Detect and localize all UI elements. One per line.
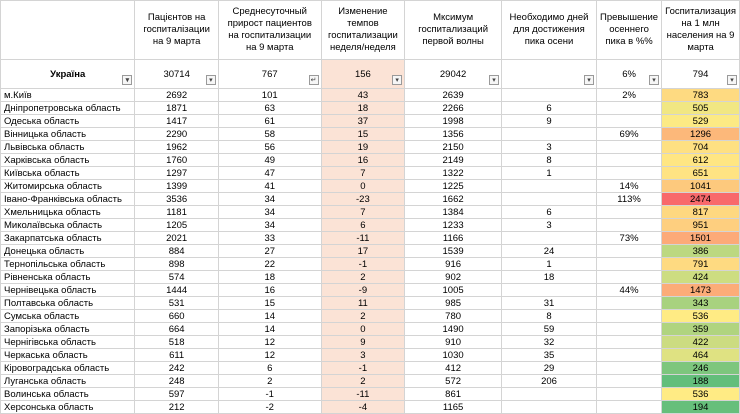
cell-first-wave-max[interactable]: 902 (405, 271, 502, 284)
cell-daily-growth[interactable]: 56 (218, 141, 321, 154)
table-row (1, 154, 740, 167)
cell-days-to-peak[interactable]: 31 (502, 297, 597, 310)
cell-daily-growth[interactable]: 61 (218, 115, 321, 128)
cell-patients[interactable]: 660 (135, 310, 218, 323)
cell-region[interactable]: Одеська область (1, 115, 135, 128)
table-row (1, 310, 740, 323)
cell-first-wave-max[interactable]: 1384 (405, 206, 502, 219)
cell-patients[interactable]: 3536 (135, 193, 218, 206)
table-row (1, 323, 740, 336)
cell-rate-change[interactable]: 3 (321, 349, 405, 362)
cell-per-million[interactable]: 1296 (662, 128, 740, 141)
table-row (1, 271, 740, 284)
cell-days-to-peak[interactable]: 24 (502, 245, 597, 258)
cell-daily-growth[interactable]: 49 (218, 154, 321, 167)
cell-patients[interactable]: 1205 (135, 219, 218, 232)
cell-days-to-peak[interactable]: 29 (502, 362, 597, 375)
cell-per-million[interactable]: 1501 (662, 232, 740, 245)
column-header-days-to-peak: Необходимо дней для достижения пика осени (502, 1, 597, 60)
cell-peak-excess[interactable] (597, 206, 662, 219)
filter-arrow-icon: ▾ (730, 77, 734, 84)
table-row (1, 102, 740, 115)
cell-peak-excess[interactable]: 44% (597, 284, 662, 297)
table-row (1, 180, 740, 193)
cell-peak-excess[interactable] (597, 271, 662, 284)
cell-rate-change[interactable]: 2 (321, 310, 405, 323)
table-row (1, 219, 740, 232)
filter-dropdown-button[interactable] (727, 75, 737, 85)
totals-row (1, 60, 740, 89)
cell-region[interactable]: Сумська область (1, 310, 135, 323)
cell-region[interactable]: Дніпропетровська область (1, 102, 135, 115)
cell-peak-excess[interactable] (597, 349, 662, 362)
cell-region[interactable]: Донецька область (1, 245, 135, 258)
total-value: 6% (622, 68, 636, 80)
cell-daily-growth[interactable]: 34 (218, 193, 321, 206)
table-row (1, 128, 740, 141)
cell-rate-change[interactable]: 7 (321, 206, 405, 219)
cell-patients[interactable]: 518 (135, 336, 218, 349)
cell-region[interactable]: Тернопільська область (1, 258, 135, 271)
cell-region[interactable]: Луганська область (1, 375, 135, 388)
table-row (1, 297, 740, 310)
table-row (1, 401, 740, 414)
cell-peak-excess[interactable]: 2% (597, 89, 662, 102)
total-rate-change (321, 60, 405, 89)
cell-per-million[interactable]: 783 (662, 89, 740, 102)
cell-days-to-peak[interactable]: 3 (502, 219, 597, 232)
cell-per-million[interactable]: 386 (662, 245, 740, 258)
cell-first-wave-max[interactable]: 1356 (405, 128, 502, 141)
cell-rate-change[interactable]: 2 (321, 375, 405, 388)
cell-patients[interactable]: 898 (135, 258, 218, 271)
cell-days-to-peak[interactable]: 18 (502, 271, 597, 284)
cell-patients[interactable]: 242 (135, 362, 218, 375)
cell-patients[interactable]: 2021 (135, 232, 218, 245)
cell-per-million[interactable]: 704 (662, 141, 740, 154)
filter-dropdown-button[interactable] (649, 75, 659, 85)
cell-daily-growth[interactable]: 27 (218, 245, 321, 258)
cell-daily-growth[interactable]: 22 (218, 258, 321, 271)
cell-per-million[interactable]: 505 (662, 102, 740, 115)
table-row (1, 258, 740, 271)
table-row (1, 206, 740, 219)
cell-daily-growth[interactable]: 63 (218, 102, 321, 115)
cell-first-wave-max[interactable]: 2150 (405, 141, 502, 154)
cell-patients[interactable]: 1760 (135, 154, 218, 167)
cell-rate-change[interactable]: 17 (321, 245, 405, 258)
cell-days-to-peak[interactable] (502, 89, 597, 102)
filter-arrow-icon: ▾ (492, 77, 496, 84)
cell-peak-excess[interactable] (597, 362, 662, 375)
cell-rate-change[interactable]: -1 (321, 258, 405, 271)
cell-per-million[interactable]: 791 (662, 258, 740, 271)
total-value: 767 (261, 68, 278, 80)
cell-region[interactable]: Херсонська область (1, 401, 135, 414)
cell-daily-growth[interactable]: 15 (218, 297, 321, 310)
filter-arrow-icon: ▾ (587, 77, 591, 84)
total-value: 29042 (439, 68, 467, 80)
cell-days-to-peak[interactable]: 8 (502, 310, 597, 323)
cell-first-wave-max[interactable]: 1225 (405, 180, 502, 193)
cell-first-wave-max[interactable]: 916 (405, 258, 502, 271)
cell-daily-growth[interactable]: 34 (218, 219, 321, 232)
cell-first-wave-max[interactable]: 1030 (405, 349, 502, 362)
cell-peak-excess[interactable] (597, 102, 662, 115)
cell-region[interactable]: м.Київ (1, 89, 135, 102)
cell-rate-change[interactable]: -1 (321, 362, 405, 375)
cell-patients[interactable]: 531 (135, 297, 218, 310)
cell-peak-excess[interactable] (597, 375, 662, 388)
table-row (1, 193, 740, 206)
cell-days-to-peak[interactable]: 6 (502, 206, 597, 219)
cell-rate-change[interactable]: -9 (321, 284, 405, 297)
cell-first-wave-max[interactable]: 910 (405, 336, 502, 349)
cell-region[interactable]: Житомирська область (1, 180, 135, 193)
filter-arrow-icon: ▾ (125, 77, 130, 84)
cell-per-million[interactable]: 536 (662, 388, 740, 401)
total-daily-growth (218, 60, 321, 89)
cell-patients[interactable]: 574 (135, 271, 218, 284)
cell-rate-change[interactable]: -11 (321, 388, 405, 401)
column-header-patients: Пацієнтов на госпиталізации на 9 марта (135, 1, 218, 60)
cell-rate-change[interactable]: 0 (321, 180, 405, 193)
cell-rate-change[interactable]: 43 (321, 89, 405, 102)
cell-first-wave-max[interactable]: 1233 (405, 219, 502, 232)
cell-peak-excess[interactable] (597, 323, 662, 336)
cell-patients[interactable]: 1399 (135, 180, 218, 193)
cell-days-to-peak[interactable]: 59 (502, 323, 597, 336)
filter-arrow-icon: ▾ (209, 77, 213, 84)
cell-days-to-peak[interactable]: 1 (502, 258, 597, 271)
table-row (1, 115, 740, 128)
cell-per-million[interactable]: 1041 (662, 180, 740, 193)
cell-daily-growth[interactable]: 16 (218, 284, 321, 297)
cell-region[interactable]: Миколаївська область (1, 219, 135, 232)
cell-first-wave-max[interactable]: 1998 (405, 115, 502, 128)
cell-per-million[interactable]: 359 (662, 323, 740, 336)
filter-arrow-icon: ▾ (652, 77, 656, 84)
cell-rate-change[interactable]: -11 (321, 232, 405, 245)
cell-patients[interactable]: 212 (135, 401, 218, 414)
cell-patients[interactable]: 2290 (135, 128, 218, 141)
cell-per-million[interactable]: 951 (662, 219, 740, 232)
cell-days-to-peak[interactable] (502, 401, 597, 414)
cell-patients[interactable]: 1181 (135, 206, 218, 219)
cell-per-million[interactable]: 529 (662, 115, 740, 128)
column-header-per-million: Госпитализация на 1 млн населения на 9 марта (662, 1, 740, 60)
cell-peak-excess[interactable] (597, 115, 662, 128)
cell-patients[interactable]: 664 (135, 323, 218, 336)
total-value: 794 (692, 68, 709, 80)
cell-rate-change[interactable]: 37 (321, 115, 405, 128)
cell-region[interactable]: Харківська область (1, 154, 135, 167)
cell-days-to-peak[interactable] (502, 128, 597, 141)
cell-days-to-peak[interactable]: 1 (502, 167, 597, 180)
cell-first-wave-max[interactable]: 412 (405, 362, 502, 375)
cell-peak-excess[interactable] (597, 310, 662, 323)
cell-peak-excess[interactable] (597, 258, 662, 271)
filter-dropdown-button[interactable] (489, 75, 499, 85)
cell-peak-excess[interactable]: 73% (597, 232, 662, 245)
cell-first-wave-max[interactable]: 1539 (405, 245, 502, 258)
filter-dropdown-button[interactable] (206, 75, 216, 85)
filter-arrow-icon: ▾ (395, 77, 399, 84)
cell-first-wave-max[interactable]: 2149 (405, 154, 502, 167)
filter-dropdown-button[interactable] (584, 75, 594, 85)
cell-first-wave-max[interactable]: 1166 (405, 232, 502, 245)
total-patients (135, 60, 218, 89)
cell-per-million[interactable]: 536 (662, 310, 740, 323)
cell-per-million[interactable]: 1473 (662, 284, 740, 297)
cell-region[interactable]: Полтавська область (1, 297, 135, 310)
cell-peak-excess[interactable] (597, 154, 662, 167)
cell-peak-excess[interactable] (597, 297, 662, 310)
total-first-wave-max (405, 60, 502, 89)
cell-region[interactable]: Хмельницька область (1, 206, 135, 219)
cell-per-million[interactable]: 246 (662, 362, 740, 375)
cell-daily-growth[interactable]: 12 (218, 336, 321, 349)
cell-region[interactable]: Запорізька область (1, 323, 135, 336)
cell-per-million[interactable]: 464 (662, 349, 740, 362)
cell-daily-growth[interactable]: 101 (218, 89, 321, 102)
cell-first-wave-max[interactable]: 1005 (405, 284, 502, 297)
column-header-daily-growth: Среднесуточный прирост пациентов на госпитализации на 9 марта (218, 1, 321, 60)
cell-days-to-peak[interactable] (502, 284, 597, 297)
cell-first-wave-max[interactable]: 985 (405, 297, 502, 310)
cell-per-million[interactable]: 651 (662, 167, 740, 180)
cell-days-to-peak[interactable]: 206 (502, 375, 597, 388)
cell-first-wave-max[interactable]: 1322 (405, 167, 502, 180)
column-header-first-wave-max: Мксимум госпитализаций первой волны (405, 1, 502, 60)
total-per-million (662, 60, 740, 89)
column-header-peak-excess: Превышение осеннего пика в %% (597, 1, 662, 60)
filter-sort-button[interactable] (309, 75, 319, 85)
cell-per-million[interactable]: 612 (662, 154, 740, 167)
cell-daily-growth[interactable]: 34 (218, 206, 321, 219)
cell-patients[interactable]: 2692 (135, 89, 218, 102)
cell-patients[interactable]: 597 (135, 388, 218, 401)
cell-daily-growth[interactable]: 47 (218, 167, 321, 180)
cell-region[interactable]: Чернігівська область (1, 336, 135, 349)
cell-days-to-peak[interactable] (502, 180, 597, 193)
header-row (1, 1, 740, 60)
cell-per-million[interactable]: 817 (662, 206, 740, 219)
cell-first-wave-max[interactable]: 2266 (405, 102, 502, 115)
cell-daily-growth[interactable]: 58 (218, 128, 321, 141)
cell-rate-change[interactable]: 16 (321, 154, 405, 167)
cell-daily-growth[interactable]: 18 (218, 271, 321, 284)
filter-dropdown-button[interactable] (392, 75, 402, 85)
cell-region[interactable]: Закарпатська область (1, 232, 135, 245)
cell-daily-growth[interactable]: 14 (218, 310, 321, 323)
cell-rate-change[interactable]: 19 (321, 141, 405, 154)
cell-rate-change[interactable]: -4 (321, 401, 405, 414)
cell-patients[interactable]: 1871 (135, 102, 218, 115)
table-row (1, 89, 740, 102)
cell-peak-excess[interactable] (597, 219, 662, 232)
cell-rate-change[interactable]: -23 (321, 193, 405, 206)
cell-rate-change[interactable]: 18 (321, 102, 405, 115)
cell-rate-change[interactable]: 2 (321, 271, 405, 284)
cell-rate-change[interactable]: 0 (321, 323, 405, 336)
cell-first-wave-max[interactable]: 1662 (405, 193, 502, 206)
cell-patients[interactable]: 1417 (135, 115, 218, 128)
cell-peak-excess[interactable] (597, 167, 662, 180)
cell-rate-change[interactable]: 7 (321, 167, 405, 180)
cell-per-million[interactable]: 422 (662, 336, 740, 349)
cell-first-wave-max[interactable]: 1165 (405, 401, 502, 414)
cell-patients[interactable]: 611 (135, 349, 218, 362)
table-row (1, 388, 740, 401)
cell-days-to-peak[interactable]: 32 (502, 336, 597, 349)
cell-patients[interactable]: 1962 (135, 141, 218, 154)
column-header-region (1, 1, 135, 60)
cell-days-to-peak[interactable] (502, 193, 597, 206)
cell-days-to-peak[interactable] (502, 232, 597, 245)
table-row (1, 375, 740, 388)
cell-per-million[interactable]: 343 (662, 297, 740, 310)
cell-region[interactable]: Київська область (1, 167, 135, 180)
cell-first-wave-max[interactable]: 1490 (405, 323, 502, 336)
cell-peak-excess[interactable] (597, 141, 662, 154)
cell-rate-change[interactable]: 11 (321, 297, 405, 310)
cell-patients[interactable]: 1444 (135, 284, 218, 297)
cell-daily-growth[interactable]: 2 (218, 375, 321, 388)
cell-peak-excess[interactable] (597, 245, 662, 258)
cell-daily-growth[interactable]: -2 (218, 401, 321, 414)
cell-patients[interactable]: 1297 (135, 167, 218, 180)
cell-daily-growth[interactable]: -1 (218, 388, 321, 401)
cell-per-million[interactable]: 424 (662, 271, 740, 284)
table-row (1, 349, 740, 362)
table-row (1, 167, 740, 180)
cell-patients[interactable]: 884 (135, 245, 218, 258)
cell-daily-growth[interactable]: 6 (218, 362, 321, 375)
cell-days-to-peak[interactable]: 9 (502, 115, 597, 128)
total-region (1, 60, 135, 89)
cell-days-to-peak[interactable]: 35 (502, 349, 597, 362)
cell-region[interactable]: Львівська область (1, 141, 135, 154)
cell-first-wave-max[interactable]: 2639 (405, 89, 502, 102)
cell-region[interactable]: Рівненська область (1, 271, 135, 284)
cell-daily-growth[interactable]: 14 (218, 323, 321, 336)
cell-peak-excess[interactable]: 113% (597, 193, 662, 206)
total-value: 156 (354, 68, 371, 80)
cell-peak-excess[interactable] (597, 336, 662, 349)
filter-sort-icon: ↵ (310, 77, 317, 84)
cell-first-wave-max[interactable]: 861 (405, 388, 502, 401)
cell-peak-excess[interactable]: 69% (597, 128, 662, 141)
cell-daily-growth[interactable]: 12 (218, 349, 321, 362)
cell-region[interactable]: Волинська область (1, 388, 135, 401)
filter-dropdown-button[interactable] (122, 75, 132, 85)
table-row (1, 362, 740, 375)
cell-daily-growth[interactable]: 41 (218, 180, 321, 193)
cell-per-million[interactable]: 188 (662, 375, 740, 388)
cell-region[interactable]: Чернівецька область (1, 284, 135, 297)
total-value: 30714 (163, 68, 190, 80)
cell-first-wave-max[interactable]: 780 (405, 310, 502, 323)
cell-region[interactable]: Черкаська область (1, 349, 135, 362)
cell-days-to-peak[interactable]: 8 (502, 154, 597, 167)
table-row (1, 245, 740, 258)
cell-region[interactable]: Івано-Франківська область (1, 193, 135, 206)
cell-peak-excess[interactable] (597, 388, 662, 401)
table-row (1, 284, 740, 297)
table-row (1, 232, 740, 245)
cell-per-million[interactable]: 194 (662, 401, 740, 414)
cell-peak-excess[interactable]: 14% (597, 180, 662, 193)
cell-daily-growth[interactable]: 33 (218, 232, 321, 245)
table-row (1, 141, 740, 154)
total-peak-excess (597, 60, 662, 89)
cell-days-to-peak[interactable]: 6 (502, 102, 597, 115)
total-value: Україна (50, 68, 86, 80)
cell-peak-excess[interactable] (597, 401, 662, 414)
table-row (1, 336, 740, 349)
cell-days-to-peak[interactable]: 3 (502, 141, 597, 154)
column-header-rate-change: Изменение темпов госпитализации неделя/неделя (321, 1, 405, 60)
cell-region[interactable]: Кіровоградська область (1, 362, 135, 375)
cell-region[interactable]: Вінницька область (1, 128, 135, 141)
cell-first-wave-max[interactable]: 572 (405, 375, 502, 388)
cell-patients[interactable]: 248 (135, 375, 218, 388)
cell-days-to-peak[interactable] (502, 388, 597, 401)
total-days-to-peak (502, 60, 597, 89)
cell-rate-change[interactable]: 15 (321, 128, 405, 141)
cell-rate-change[interactable]: 6 (321, 219, 405, 232)
cell-rate-change[interactable]: 9 (321, 336, 405, 349)
cell-per-million[interactable]: 2474 (662, 193, 740, 206)
